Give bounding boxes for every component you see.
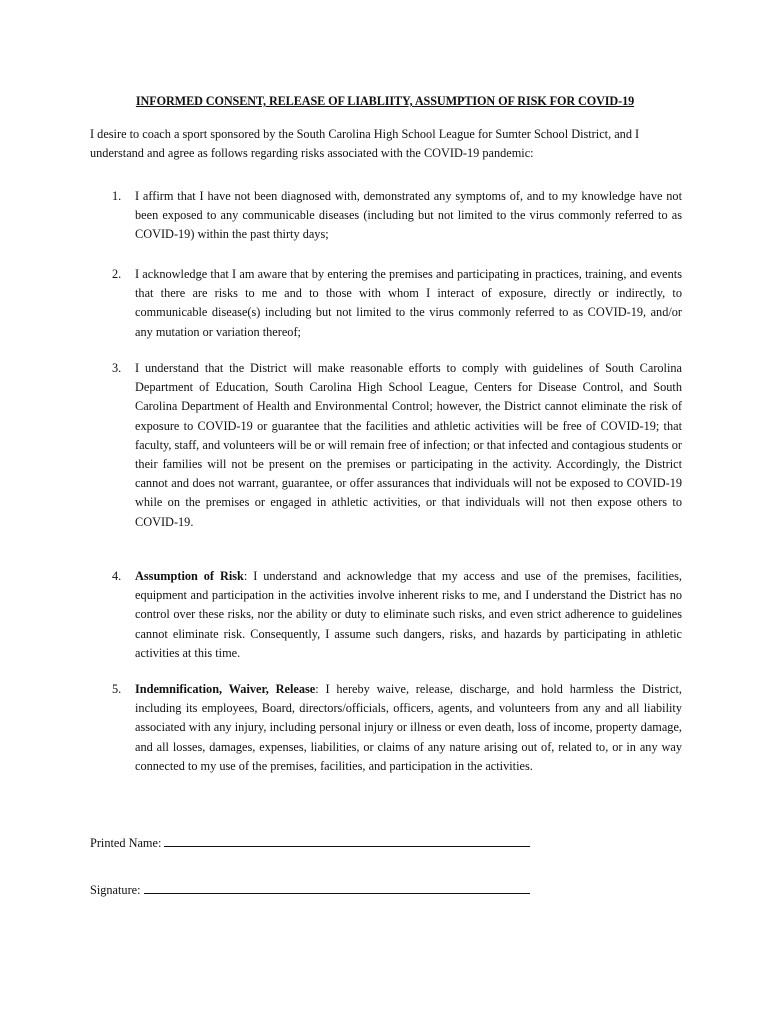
list-item-body: I understand that the District will make reasonable efforts to comply with guidelines of South Carolina Department of Education, South Carolina High School League, Centers for Disease Control, and South Carolina Department of Health and Environmental Control; however, the District cannot eliminate the risk of exposure to COVID-19 or guarantee that the facilities and athletic activities will be free of COVID-19; that faculty, staff, and volunteers will be or will remain free of infection; or that infected and contagious students or their families will not be present on the premises or participating in the activity. Accordingly, the District cannot and does not warrant, guarantee, or offer assurances that individuals will not be exposed to COVID-19 while on the premises or engaged in athletic activities, or that individuals will not then expose others to COVID-19. [135,361,682,529]
signature-field[interactable] [90,881,650,899]
list-item-2 [90,265,682,342]
list-item-number: 1. [112,189,122,203]
document-title: INFORMED CONSENT, RELEASE OF LIABLIITY, ASSUMPTION OF RISK FOR COVID-19 [135,94,635,108]
printed-name-label: Printed Name: [90,836,162,850]
list-item-5 [90,680,682,776]
list-item-lead: Assumption of Risk [135,569,244,583]
list-item-text [135,359,682,532]
list-item-text [135,265,682,342]
list-item-text [135,567,682,663]
printed-name-line[interactable] [164,834,530,847]
list-item-body: : I hereby waive, release, discharge, and hold harmless the District, including its employees, Board, directors/officials, officers, agents, and volunteers from any and all liability associated with any injury, including personal injury or illness or even death, loss of income, property damage, and all losses, damages, expenses, liabilities, or claims of any nature arising out of, related to, or in any way connected to my use of the premises, facilities, and participation in the activities. [135,682,682,773]
list-item-lead: Indemnification, Waiver, Release [135,682,316,696]
signature-label: Signature: [90,883,141,897]
list-item-body: : I understand and acknowledge that my access and use of the premises, facilities, equipment and participation in the activities involve inherent risks to me, and I understand the District has no control over these risks, nor the ability or duty to eliminate such risks, and even strict adherence to guidelines cannot eliminate risk. Consequently, I assume such dangers, risks, and hazards by participating in athletic activities at this time. [135,569,682,660]
list-item-body: I acknowledge that I am aware that by entering the premises and participating in practices, training, and events that there are risks to me and to those with whom I interact of exposure, directly or indirectly, to communicable disease(s) including but not limited to the virus commonly referred to as COVID-19, and/or any mutation or variation thereof; [135,267,682,339]
printed-name-field[interactable] [90,834,650,852]
list-item-3 [90,359,682,532]
list-item-1 [90,187,682,245]
list-item-text [135,187,682,245]
list-item-text [135,680,682,776]
list-item-body: I affirm that I have not been diagnosed with, demonstrated any symptoms of, and to my knowledge have not been exposed to any communicable diseases (including but not limited to the virus commonly referred to as COVID-19) within the past thirty days; [135,189,682,242]
intro-paragraph: I desire to coach a sport sponsored by the South Carolina High School League for Sumter School District, and I understand and agree as follows regarding risks associated with the COVID-19 pandemic: [90,127,640,160]
list-item-number: 2. [112,267,122,281]
list-item-4 [90,567,682,663]
list-item-number: 4. [112,569,122,583]
list-item-number: 3. [112,361,122,375]
list-item-number: 5. [112,682,122,696]
signature-line[interactable] [144,881,530,894]
